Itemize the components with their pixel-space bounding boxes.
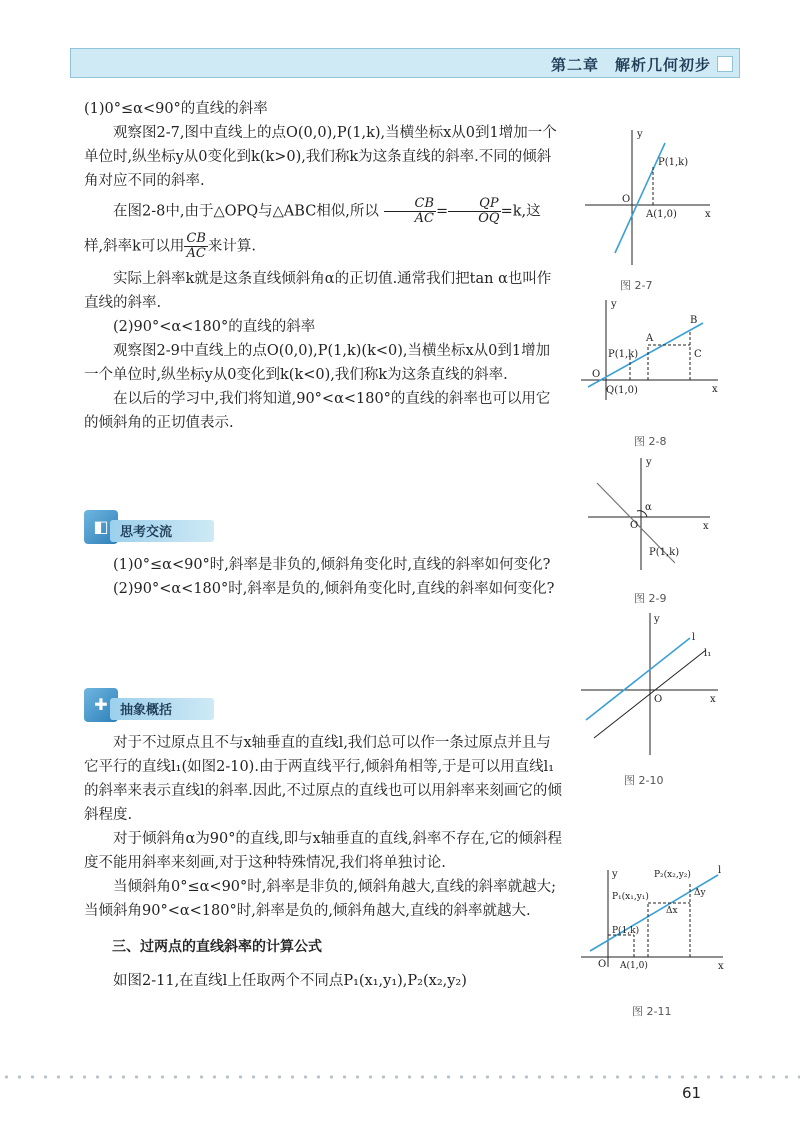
frac-cb-ac-1: [384, 197, 437, 226]
caption-2-9: 图 2-9: [634, 592, 667, 605]
p3-b: =k,这: [500, 203, 541, 220]
p1: (1)0°≤α<90°的直线的斜率: [84, 101, 268, 117]
caption-2-8: 图 2-8: [634, 435, 667, 448]
label-P: P(1,k): [658, 157, 689, 168]
p10: 对于不过原点且不与x轴垂直的直线l,我们总可以作一条过原点并且与它平行的直线l₁(如图2-10).由于两直线平行,倾斜角相等,于是可以用直线l₁的斜率来表示直线l的斜率.因此,不过原点的直线也可以用斜率来刻画它的倾斜程度.: [84, 735, 562, 823]
caption-2-10: 图 2-10: [624, 774, 664, 787]
p3-a: 在图2-8中,由于△OPQ与△ABC相似,所以: [113, 203, 379, 220]
label-C: C: [694, 349, 702, 360]
label-x: x: [712, 384, 718, 395]
p3: [84, 197, 564, 226]
figure-2-10: [578, 610, 723, 760]
label-O: O: [630, 520, 639, 531]
section-heading: 三、过两点的直线斜率的计算公式: [112, 939, 322, 955]
label-x: x: [718, 961, 724, 970]
label-O: O: [622, 194, 631, 205]
frac3-den: AC: [186, 246, 206, 261]
p2: 观察图2-7,图中直线上的点O(0,0),P(1,k),当横坐标x从0到1增加一个单位时,纵坐标y从0变化到k(k>0),我们称k为这条直线的斜率.不同的倾斜角对应不同的斜率.: [84, 125, 557, 189]
label-O: O: [598, 959, 607, 970]
label-Q: Q(1,0): [606, 385, 638, 396]
label-A: A(1,0): [620, 961, 648, 970]
label-P2: P₂(x₂,y₂): [654, 870, 691, 880]
page-number: 61: [682, 1084, 702, 1102]
think-badge: [84, 516, 224, 544]
think-label: 思考交流: [120, 525, 173, 540]
chapter-title: 第二章 解析几何初步: [550, 56, 711, 74]
label-alpha: α: [645, 502, 652, 513]
text-block-1: [84, 97, 564, 435]
label-x: x: [703, 521, 709, 532]
p12: 当倾斜角0°≤α<90°时,斜率是非负的,倾斜角越大,直线的斜率就越大;当倾斜角90°<α<180°时,斜率是负的,倾斜角越大,直线的斜率就越大.: [84, 879, 556, 919]
text-block-2: [84, 553, 564, 601]
label-A: A(1,0): [646, 209, 677, 220]
label-A: A: [646, 333, 654, 344]
label-y: y: [612, 869, 618, 880]
p5: (2)90°<α<180°的直线的斜率: [113, 319, 316, 335]
label-O: O: [592, 369, 601, 380]
think-cube-icon: ◧: [84, 510, 118, 544]
label-P: P(1,k): [649, 547, 680, 558]
label-dx: Δx: [666, 906, 678, 916]
line-l: [590, 875, 718, 951]
abstract-badge: [84, 694, 224, 722]
frac3-num: CB: [186, 231, 206, 246]
p11: 对于倾斜角α为90°的直线,即与x轴垂直的直线,斜率不存在,它的倾斜程度不能用斜率来刻画,对于这种特殊情况,我们将单独讨论.: [84, 831, 562, 871]
frac2-den: OQ: [478, 211, 500, 226]
label-l: l: [718, 865, 722, 876]
p9: (2)90°<α<180°时,斜率是负的,倾斜角变化时,直线的斜率如何变化?: [113, 581, 555, 597]
chapter-header: [70, 48, 740, 78]
p7: 在以后的学习中,我们将知道,90°<α<180°的直线的斜率也可以用它的倾斜角的正切值表示.: [84, 391, 551, 431]
frac1-den: AC: [414, 211, 434, 226]
figure-2-11: [578, 865, 728, 970]
line-l: [586, 638, 690, 720]
caption-2-7: 图 2-7: [620, 279, 653, 292]
frac-qp-oq: [448, 197, 500, 226]
label-y: y: [654, 614, 660, 625]
p14: 如图2-11,在直线l上任取两个不同点P₁(x₁,y₁),P₂(x₂,y₂): [113, 973, 467, 989]
p3-d: 来计算.: [207, 238, 257, 255]
label-O: O: [654, 694, 663, 705]
label-P: P(1,k): [612, 926, 640, 936]
abstract-label: 抽象概括: [120, 703, 173, 718]
label-y: y: [646, 457, 652, 468]
p6: 观察图2-9中直线上的点O(0,0),P(1,k)(k<0),当横坐标x从0到1增加一个单位时,纵坐标y从0变化到k(k<0),我们称k为这条直线的斜率.: [84, 343, 551, 383]
p3-c: 样,斜率k可以用: [84, 238, 185, 255]
figure-2-8: [578, 295, 723, 405]
figure-2-7: [580, 125, 720, 270]
label-x: x: [705, 209, 711, 220]
label-l: l: [692, 632, 696, 643]
frac1-num: CB: [384, 197, 437, 212]
label-B: B: [690, 315, 698, 326]
label-y: y: [611, 299, 617, 310]
label-l1: l₁: [704, 648, 712, 659]
figure-2-9: [585, 455, 715, 575]
p8: (1)0°≤α<90°时,斜率是非负的,倾斜角变化时,直线的斜率如何变化?: [113, 557, 551, 573]
frac2-num: QP: [448, 197, 500, 212]
header-square: [717, 56, 733, 72]
p4: 实际上斜率k就是这条直线倾斜角α的正切值.通常我们把tan α也叫作直线的斜率.: [84, 271, 552, 311]
label-P: P(1,k): [608, 349, 639, 360]
p3-cont: [84, 232, 564, 261]
label-P1: P₁(x₁,y₁): [612, 892, 649, 902]
label-x: x: [710, 694, 716, 705]
caption-2-11: 图 2-11: [632, 1005, 672, 1018]
abstract-cube-icon: ✚: [84, 688, 118, 722]
frac-cb-ac-2: [184, 232, 208, 261]
p3-eq: =: [436, 203, 449, 220]
footer-dots: [0, 1075, 800, 1079]
label-y: y: [637, 129, 643, 140]
text-block-3: [84, 731, 564, 993]
label-dy: Δy: [694, 888, 706, 898]
